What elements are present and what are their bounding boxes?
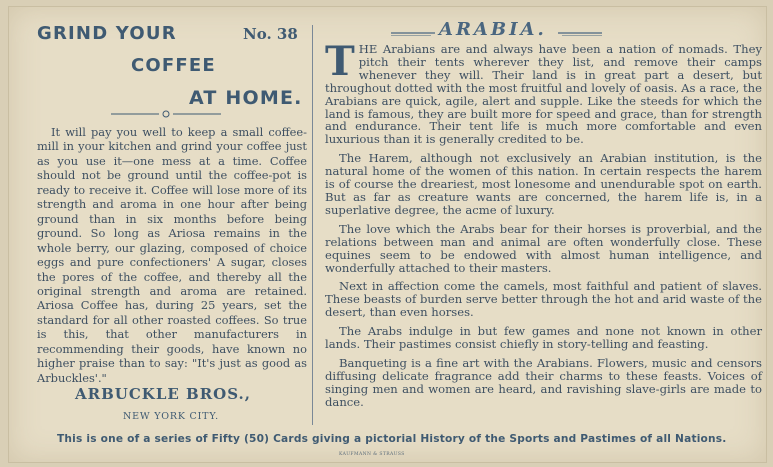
paragraph-5: The Arabs indulge in but few games and none not known in other lands. Their pastimes consist chiefly in story-telling and feasting. [325,324,762,352]
series-footer: This is one of a series of Fifty (50) Cards giving a pictorial History of the Sports and Pastimes of all Nations. [57,433,727,445]
trade-card [8,6,767,463]
title-line-2: COFFEE [131,55,216,76]
city-line: NEW YORK CITY. [123,411,219,422]
printer-imprint: KAUFMANN & STRAUSS [339,452,405,457]
card-number: No. 38 [243,25,298,43]
signature-arbuckle: ARBUCKLE BROS., [75,385,251,403]
paragraph-2: The Harem, although not exclusively an Arabian institution, is the natural home of the women of this nation. In certain respects the harem is of course the dreariest, most lonesome and unendurable spot on earth. But as far as creature wants are concerned, the harem life is, in a superlative degree, the acme of luxury. [325,151,762,217]
right-title: ARABIA. [439,19,547,40]
drop-cap: T [325,38,355,85]
paragraph-1: THE Arabians are and always have been a nation of nomads. They pitch their tents wherever they list, and remove their camps whenever they will. Their land is in great part a desert, but throughout dotted with the most fruitful and lovely of oasis. As a race, the Arabians are quick, agile, alert and supple. Like the steeds for which the land is famous, they are built more for speed and grace, than for strength and endurance. Their tent life is much more comfortable and even luxurious than it is generally credited to be. [325,38,762,147]
title-line-1: GRIND YOUR [37,23,177,44]
paragraph-6: Banqueting is a fine art with the Arabians. Flowers, music and censors diffusing delicate fragrance add their charms to these feasts. Voices of singing men and women are heard, and ravishing slave-girls are made to dance. [325,355,762,409]
right-body-text [325,38,762,415]
ornament-rule-icon [111,109,221,119]
paragraph-3: The love which the Arabs bear for their horses is proverbial, and the relations between man and animal are often wonderfully close. These equines seem to be endowed with almost human intelligence, and wonderfully attached to their masters. [325,221,762,275]
title-flourish-left-icon [391,29,439,37]
column-divider [312,25,313,425]
title-flourish-right-icon [554,29,602,37]
title-line-3: AT HOME. [189,87,303,109]
left-body-text: It will pay you well to keep a small coffee-mill in your kitchen and grind your coffee just as you use it—one mess at a time. Coffee should not be ground until the coffee-pot is ready to receive it. Coffee will lose more of its strength and aroma in one hour after being ground than in six months before being ground. So long as Ariosa remains in the whole berry, our glazing, composed of choice eggs and pure confectioners' A sugar, closes the pores of the coffee, and thereby all the original strength and aroma are retained. Ariosa Coffee has, during 25 years, set the standard for all other roasted coffees. So true is this, that other manufacturers in recommending their goods, have known no higher praise than to say: "It's just as good as Arbuckles'." [37,125,307,385]
paragraph-4: Next in affection come the camels, most faithful and patient of slaves. These beasts of burden serve better through the hot and arid waste of the desert, than even horses. [325,279,762,320]
